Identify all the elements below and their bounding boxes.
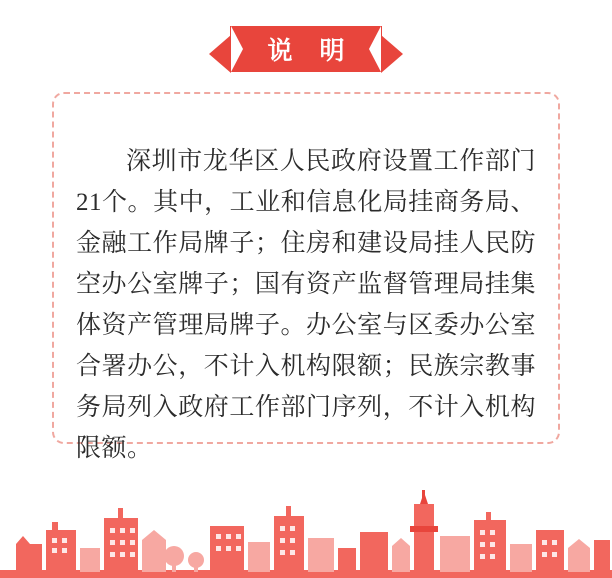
explanation-paragraph: 深圳市龙华区人民政府设置工作部门21个。其中，工业和信息化局挂商务局、金融工作局牌子；住房和建设局挂人民防空办公室牌子；国有资产监督管理局挂集体资产管理局牌子。办公室与区委办公室合署办公，不计入机构限额；民族宗教事务局列入政府工作部门序列，不计入机构限额。	[76, 148, 536, 462]
banner-title: 说 明	[230, 26, 382, 72]
city-skyline-illustration	[0, 482, 612, 578]
ribbon-tail-right-icon	[381, 35, 403, 73]
ribbon-tail-left-icon	[209, 35, 231, 73]
ribbon-notch-right-icon	[369, 26, 381, 72]
banner-header	[0, 18, 612, 80]
content-card	[52, 92, 560, 462]
ribbon	[209, 26, 403, 72]
content-card-inner	[76, 116, 536, 462]
ribbon-notch-left-icon	[231, 26, 243, 72]
